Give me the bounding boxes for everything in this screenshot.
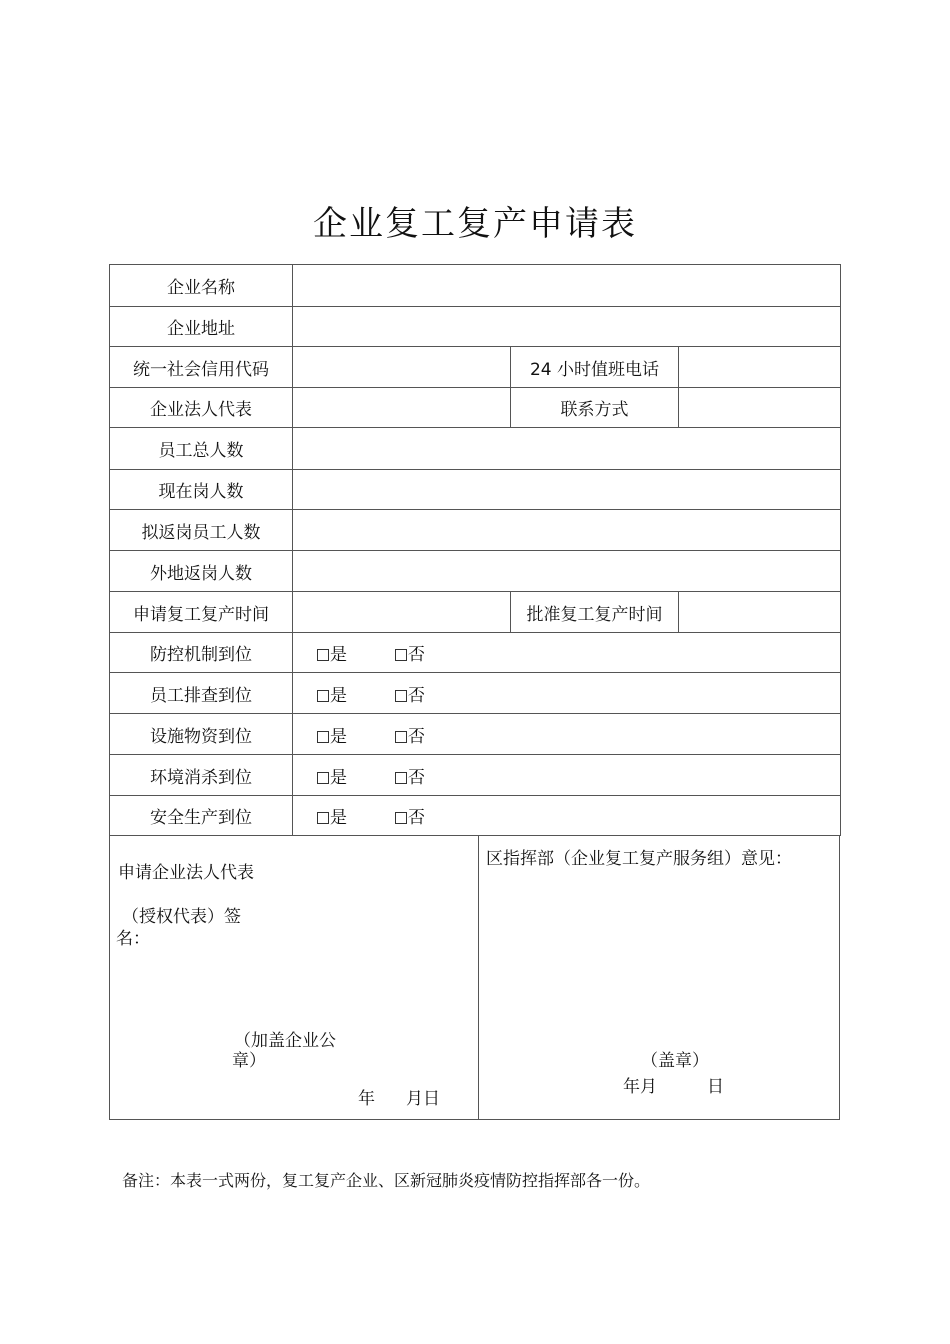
checklist-label: 安全生产到位 [110, 796, 293, 836]
district-seal: （盖章） [641, 1051, 709, 1071]
hotline-label: 24 小时值班电话 [511, 347, 679, 388]
no-option[interactable] [395, 763, 425, 788]
total-staff-label: 员工总人数 [110, 428, 293, 470]
yes-label: 是 [330, 726, 347, 747]
applicant-date-month-day: 月日 [406, 1089, 440, 1109]
apply-time-label: 申请复工复产时间 [110, 592, 293, 633]
approved-time-field[interactable] [679, 592, 841, 633]
legal-rep-label: 企业法人代表 [110, 388, 293, 428]
on-duty-field[interactable] [293, 470, 841, 510]
checkbox-icon[interactable] [317, 649, 329, 661]
checkbox-icon[interactable] [395, 731, 407, 743]
nonlocal-return-field[interactable] [293, 551, 841, 592]
no-option[interactable] [395, 722, 425, 747]
company-address-field[interactable] [293, 307, 841, 347]
no-label: 否 [408, 767, 425, 788]
checklist-label: 环境消杀到位 [110, 755, 293, 796]
checklist-options [293, 673, 841, 714]
credit-code-label: 统一社会信用代码 [110, 347, 293, 388]
total-staff-field[interactable] [293, 428, 841, 470]
yes-option[interactable] [317, 722, 347, 747]
credit-code-field[interactable] [293, 347, 511, 388]
no-label: 否 [408, 726, 425, 747]
yes-option[interactable] [317, 640, 347, 665]
seal-line-2: 章） [232, 1051, 266, 1071]
contact-label: 联系方式 [511, 388, 679, 428]
checkbox-icon[interactable] [395, 772, 407, 784]
yes-option[interactable] [317, 681, 347, 706]
yes-label: 是 [330, 645, 347, 665]
applicant-date-year: 年 [358, 1089, 375, 1109]
yes-label: 是 [330, 685, 347, 706]
company-name-label: 企业名称 [110, 265, 293, 307]
seal-line-1: （加盖企业公 [234, 1031, 336, 1051]
yes-label: 是 [330, 808, 347, 828]
company-name-field[interactable] [293, 265, 841, 307]
nonlocal-return-label: 外地返岗人数 [110, 551, 293, 592]
district-date-year-month: 年月 [623, 1077, 657, 1097]
legal-rep-field[interactable] [293, 388, 511, 428]
checkbox-icon[interactable] [317, 731, 329, 743]
no-option[interactable] [395, 640, 425, 665]
checklist-options [293, 796, 841, 836]
checkbox-icon[interactable] [317, 772, 329, 784]
no-label: 否 [408, 685, 425, 706]
checklist-options [293, 633, 841, 673]
no-label: 否 [408, 808, 425, 828]
checkbox-icon[interactable] [395, 690, 407, 702]
checklist-options [293, 755, 841, 796]
planned-return-label: 拟返岗员工人数 [110, 510, 293, 551]
checklist-label: 员工排查到位 [110, 673, 293, 714]
yes-option[interactable] [317, 763, 347, 788]
sign-line-2: 名： [116, 929, 150, 949]
checklist-label: 设施物资到位 [110, 714, 293, 755]
checklist-options [293, 714, 841, 755]
applicant-heading: 申请企业法人代表 [118, 863, 254, 883]
on-duty-label: 现在岗人数 [110, 470, 293, 510]
footnote: 备注：本表一式两份，复工复产企业、区新冠肺炎疫情防控指挥部各一份。 [122, 1171, 651, 1190]
checklist-label: 防控机制到位 [110, 633, 293, 673]
sign-line-1: （授权代表）签 [122, 907, 241, 927]
checkbox-icon[interactable] [395, 812, 407, 824]
form-table [109, 264, 841, 836]
checkbox-icon[interactable] [395, 649, 407, 661]
district-date-day: 日 [707, 1077, 724, 1097]
district-heading: 区指挥部（企业复工复产服务组）意见： [486, 849, 792, 869]
yes-label: 是 [330, 767, 347, 788]
district-opinion-box[interactable] [479, 836, 839, 1119]
no-label: 否 [408, 645, 425, 665]
hotline-field[interactable] [679, 347, 841, 388]
apply-time-field[interactable] [293, 592, 511, 633]
company-address-label: 企业地址 [110, 307, 293, 347]
approved-time-label: 批准复工复产时间 [511, 592, 679, 633]
application-form [109, 264, 840, 1120]
checkbox-icon[interactable] [317, 690, 329, 702]
applicant-signature-box[interactable] [110, 836, 479, 1119]
yes-option[interactable] [317, 803, 347, 828]
contact-field[interactable] [679, 388, 841, 428]
checkbox-icon[interactable] [317, 812, 329, 824]
no-option[interactable] [395, 803, 425, 828]
no-option[interactable] [395, 681, 425, 706]
form-title: 企业复工复产申请表 [313, 204, 637, 244]
planned-return-field[interactable] [293, 510, 841, 551]
signature-section [109, 836, 840, 1120]
